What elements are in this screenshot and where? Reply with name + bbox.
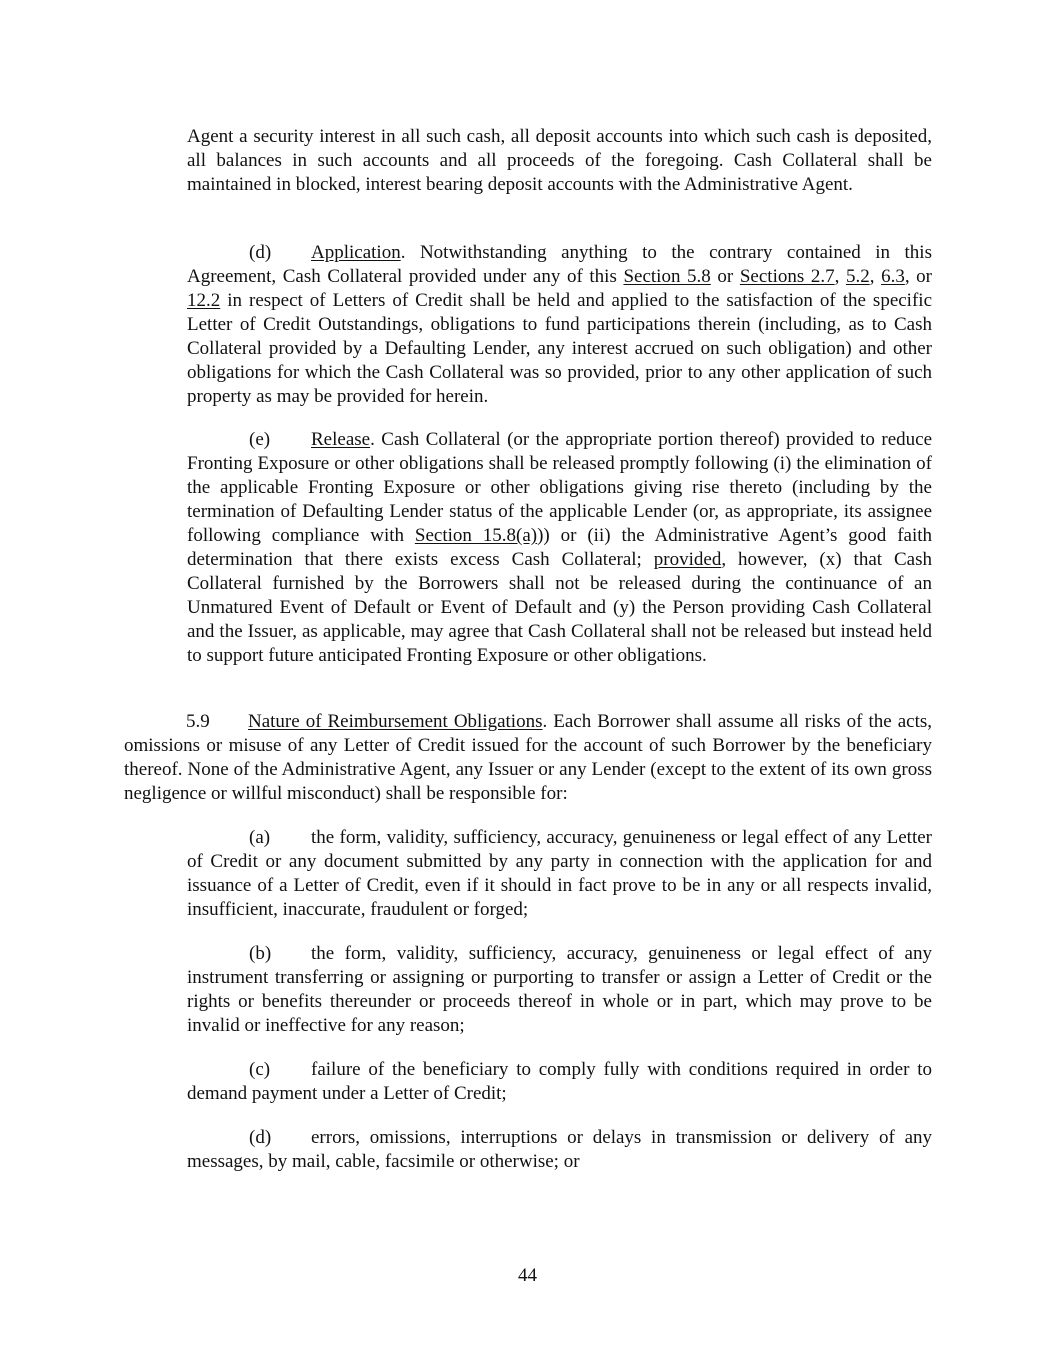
list-item-c: (c) failure of the beneficiary to comply fully with conditions required in order to demand payment under a Letter of Credit; — [187, 1059, 932, 1104]
cross-reference: 12.2 — [187, 290, 221, 311]
section-5-9: 5.9 Nature of Reimbursement Obligations. Each Borrower shall assume all risks of the acts, omissions or misuse of any Letter of Credit issued for the account of such Borrower by the beneficiary thereof. None of the Administrative Agent, any Issuer or any Lender (except to the extent of its own gross negligence or willful misconduct) shall be responsible for: — [124, 711, 932, 804]
paragraph-continuation: Agent a security interest in all such cash, all deposit accounts into which such cash is deposited, all balances in such accounts and all proceeds of the foregoing. Cash Collateral shall be maintained in blocked, interest bearing deposit accounts with the Administrative Agent. — [187, 126, 932, 195]
cross-reference: Sections 2.7 — [739, 266, 835, 287]
cross-reference: Section 5.8 — [623, 266, 711, 287]
list-item-d: (d) errors, omissions, interruptions or delays in transmission or delivery of any messages, by mail, cable, facsimile or otherwise; or — [187, 1127, 932, 1172]
section-heading: Nature of Reimbursement Obligations — [248, 711, 543, 732]
list-item-b: (b) the form, validity, sufficiency, accuracy, genuineness or legal effect of any instrument transferring or assigning or purporting to transfer or assign a Letter of Credit or the rights or benefits thereunder or proceeds thereof in whole or in part, which may prove to be invalid or ineffective for any reason; — [187, 943, 932, 1036]
list-item-a: (a) the form, validity, sufficiency, accuracy, genuineness or legal effect of any Letter of Credit or any document submitted by any party in connection with the application for and issuance of a Letter of Credit, even if it should in fact prove to be in any or all respects invalid, insufficient, inaccurate, fraudulent or forged; — [187, 827, 932, 920]
section-number: 5.9 — [186, 711, 210, 732]
clause-number: (e) — [249, 429, 271, 450]
item-number: (b) — [249, 943, 272, 964]
clause-heading: Release — [311, 429, 371, 450]
item-number: (c) — [249, 1059, 271, 1080]
cross-reference: 6.3 — [881, 266, 905, 287]
clause-number: (d) — [249, 242, 272, 263]
item-number: (a) — [249, 827, 271, 848]
clause-heading: Application — [311, 242, 401, 263]
cross-reference: 5.2 — [845, 266, 870, 287]
cross-reference: Section 15.8(a) — [414, 525, 538, 546]
clause-d-application: (d) Application. Notwithstanding anything to the contrary contained in this Agreement, Cash Collateral provided under any of this Section 5.8 or Sections 2.7, 5.2, 6.3, or 12.2 in respect of Letters of Credit shall be held and applied to the satisfaction of the specific Letter of Credit Outstandings, obligations to fund participations therein (including, as to Cash Collateral provided by a Defaulting Lender, any interest accrued on such obligation) and other obligations for which the Cash Collateral was so provided, prior to any other application of such property as may be provided for herein. — [187, 242, 933, 407]
item-number: (d) — [249, 1127, 272, 1148]
clause-e-release: (e) Release. Cash Collateral (or the appropriate portion thereof) provided to reduce Fronting Exposure or other obligations shall be released promptly following (i) the elimination of the applicable Fronting Exposure or other obligations giving rise thereto (including by the termination of Defaulting Lender status of the applicable Lender (or, as appropriate, its assignee following compliance with Section 15.8(a))) or (ii) the Administrative Agent’s good faith determination that there exists excess Cash Collateral; provided, however, (x) that Cash Collateral furnished by the Borrowers shall not be released during the continuance of an Unmatured Event of Default or Event of Default and (y) the Person providing Cash Collateral and the Issuer, as applicable, may agree that Cash Collateral shall not be released but instead held to support future anticipated Fronting Exposure or other obligations. — [187, 429, 933, 666]
page-number: 44 — [518, 1265, 537, 1286]
proviso-term: provided — [653, 549, 722, 570]
